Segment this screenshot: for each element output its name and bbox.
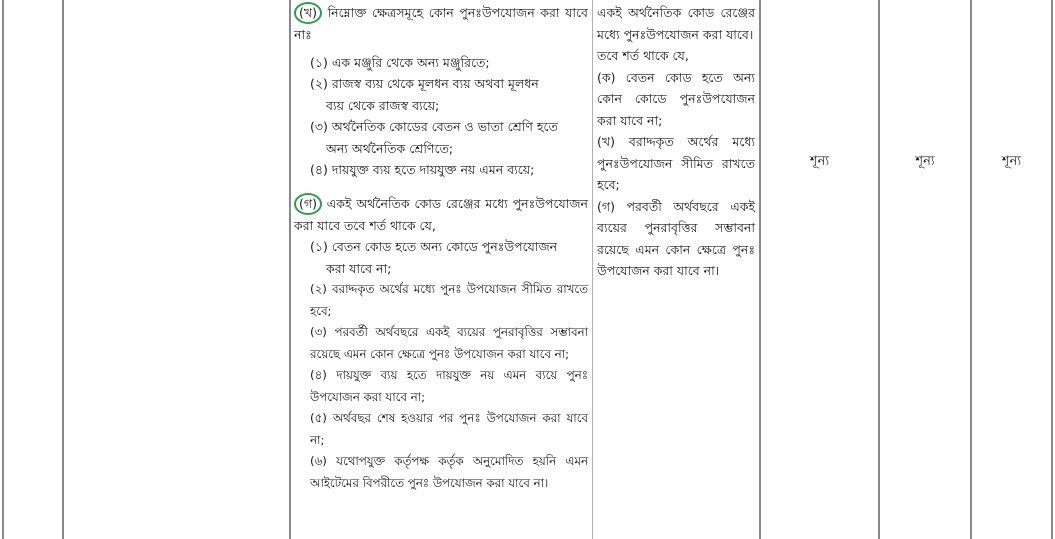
- clause-ga: [294, 193, 588, 237]
- condition-text: (ক) বেতন কোড হতে অন্য কোন কোডে পুনঃউপযোজন করা যাবে না;: [597, 69, 755, 128]
- condition-text: (গ) পরবর্তী অর্থবছরে একই ব্যয়ের পুনরাবৃত্তির সম্ভাবনা রয়েছে এমন কোন ক্ষেত্রে পুনঃ উপযোজন করা যাবে না।: [597, 198, 755, 278]
- list-item: (৩) অর্থনৈতিক কোডের বেতন ও ভাতা শ্রেণি হতে: [310, 119, 558, 134]
- list-item: (১) এক মঞ্জুরি থেকে অন্য মঞ্জুরিতে;: [310, 54, 490, 70]
- list-item: (৩) পরবর্তী অর্থবছরে একই ব্যয়ের পুনরাবৃত্তির সম্ভাবনা রয়েছে এমন কোন ক্ষেত্রে পুনঃ উপযোজন করা যাবে না;: [310, 325, 588, 361]
- table-cell-restrictions: [294, 0, 588, 539]
- clause-marker-kha: (খ): [294, 2, 322, 24]
- list-item: (৪) দায়যুক্ত ব্যয় হতে দায়যুক্ত নয় এমন ব্যয়ে;: [310, 162, 535, 177]
- condition-text: তবে শর্ত থাকে যে,: [597, 48, 689, 63]
- zero-value: শূন্য: [809, 154, 830, 169]
- list-item: (২) বরাদ্দকৃত অর্থের মধ্যে পুনঃ উপযোজন সীমিত রাখতে হবে;: [310, 282, 588, 318]
- list-item: অন্য অর্থনৈতিক শ্রেণিতে;: [326, 140, 454, 156]
- clause-ga-text: একই অর্থনৈতিক কোড রেঞ্জের মধ্যে পুনঃউপযোজন করা যাবে তবে শর্ত থাকে যে,: [294, 195, 588, 233]
- table-cell-col5: [761, 0, 878, 539]
- clause-marker-ga: (গ): [294, 193, 322, 215]
- table-cell-col7: [972, 0, 1051, 539]
- list-item: (৪) দায়যুক্ত ব্যয় হতে দায়যুক্ত নয় এমন ব্যয়ে পুনঃ উপযোজন করা যাবে না;: [310, 368, 588, 404]
- clause-kha: [294, 2, 588, 46]
- list-item: করা যাবে না;: [326, 260, 392, 276]
- table-border: [289, 0, 291, 539]
- list-item: (২) রাজস্ব ব্যয় থেকে মূলধন ব্যয় অথবা মূলধন: [310, 76, 539, 91]
- table-cell-col1: [4, 0, 62, 539]
- list-item: (৬) যথোপযুক্ত কর্তৃপক্ষ কর্তৃক অনুমোদিত হয়নি এমন আইটেমের বিপরীতে পুনঃ উপযোজন করা যাবে না।: [310, 454, 588, 490]
- table-border: [1051, 0, 1053, 539]
- list-item: (১) বেতন কোড হতে অন্য কোডে পুনঃউপযোজন: [310, 239, 558, 254]
- table-cell-col6: [880, 0, 970, 539]
- zero-value: শূন্য: [1001, 154, 1022, 169]
- table-cell-col2: [64, 0, 289, 539]
- clause-kha-text: নিম্নোক্ত ক্ষেত্রসমূহে কোন পুনঃউপযোজন করা যাবে নাঃ: [294, 5, 588, 42]
- list-item: (৫) অর্থবছর শেষ হওয়ার পর পুনঃ উপযোজন করা যাবে না;: [310, 411, 588, 447]
- table-cell-conditions: [597, 0, 755, 539]
- zero-value: শূন্য: [915, 154, 935, 169]
- table-border: [592, 0, 593, 539]
- condition-text: (খ) বরাদ্দকৃত অর্থের মধ্যে পুনঃউপযোজন সীমিত রাখতে হবে;: [597, 134, 755, 192]
- list-item: ব্যয় থেকে রাজস্ব ব্যয়ে;: [326, 97, 440, 113]
- condition-text: একই অর্থনৈতিক কোড রেঞ্জের মধ্যে পুনঃউপযোজন করা যাবে।: [597, 5, 755, 42]
